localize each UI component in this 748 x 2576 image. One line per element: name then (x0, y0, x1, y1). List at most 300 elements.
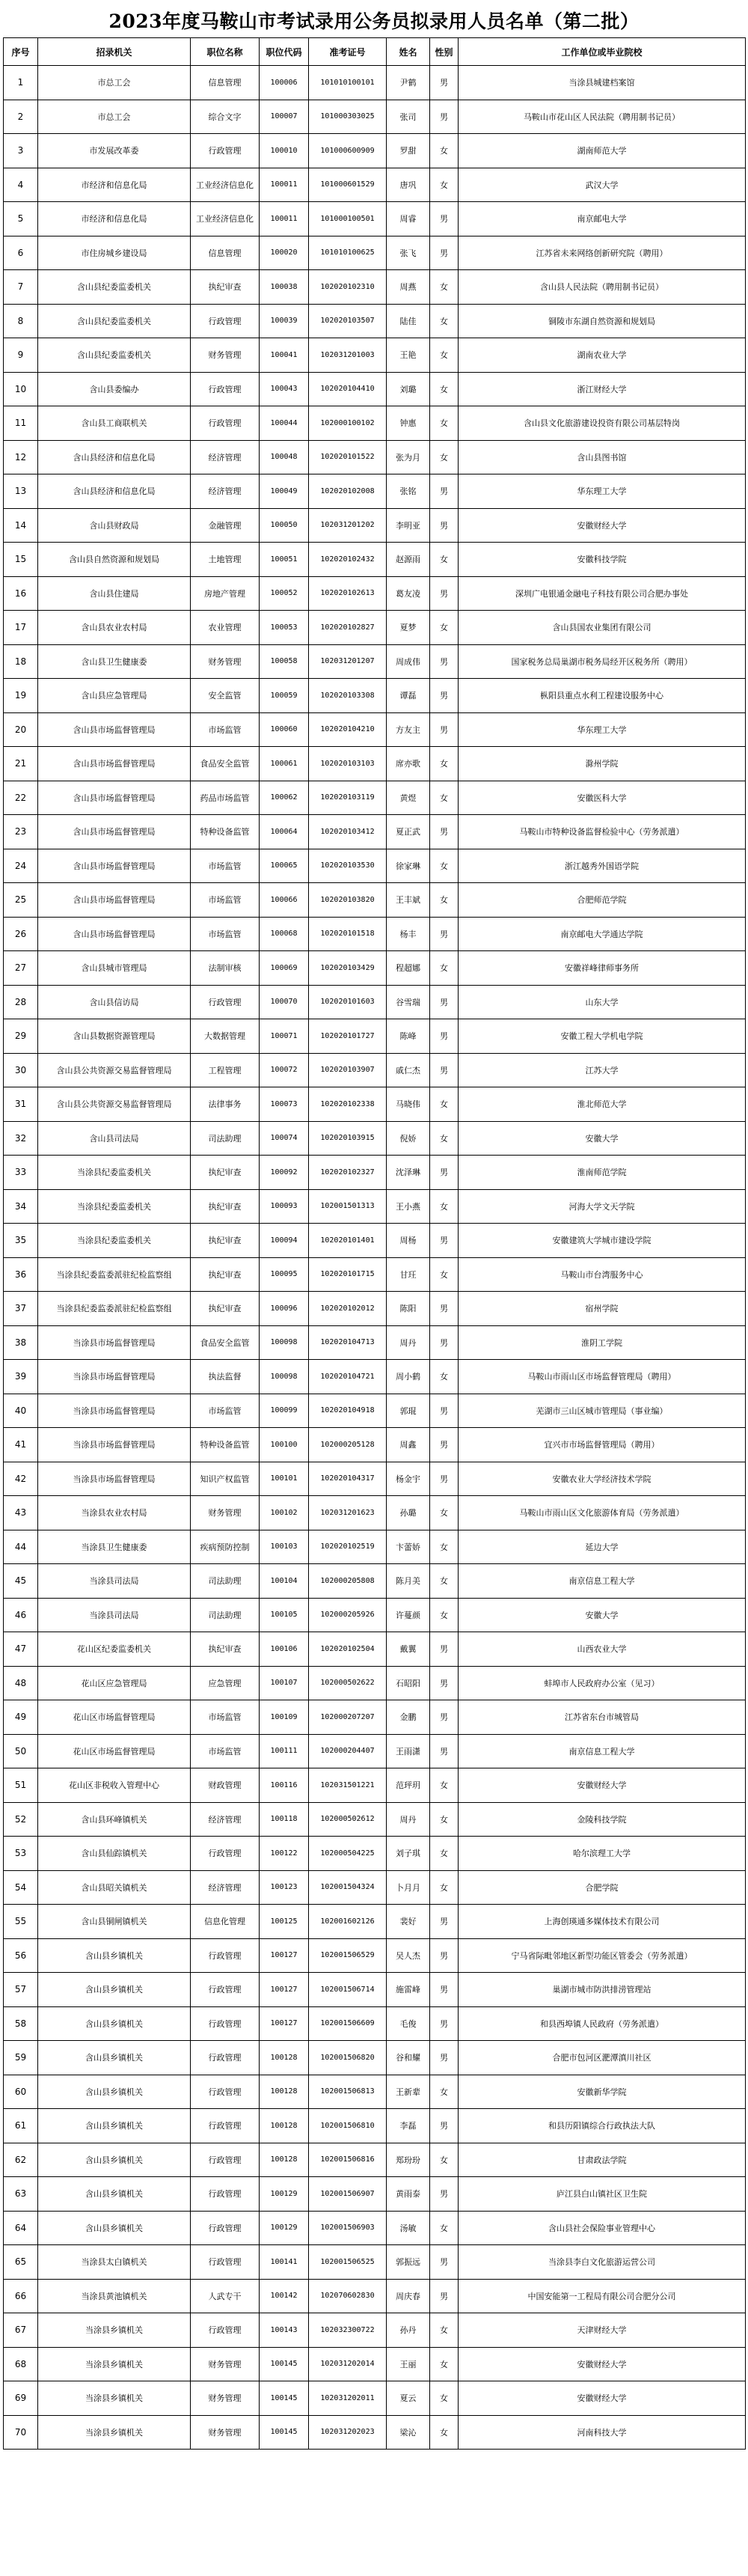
cell-sex: 女 (430, 951, 459, 986)
cell-no: 53 (4, 1837, 38, 1871)
cell-sex: 女 (430, 1837, 459, 1871)
table-row (4, 2211, 746, 2245)
cell-school: 枞阳县重点水利工程建设服务中心 (459, 679, 746, 713)
cell-name: 王小燕 (387, 1189, 430, 1224)
cell-ticket: 101000600909 (309, 134, 387, 168)
cell-name: 吴人杰 (387, 1938, 430, 1973)
cell-school: 芜湖市三山区城市管理局（事业编） (459, 1394, 746, 1428)
table-row (4, 100, 746, 134)
cell-no: 67 (4, 2313, 38, 2348)
cell-code: 100127 (260, 1938, 309, 1973)
cell-position: 信息化管理 (191, 1905, 260, 1939)
cell-school: 山西农业大学 (459, 1632, 746, 1667)
cell-code: 100141 (260, 2245, 309, 2280)
cell-no: 52 (4, 1802, 38, 1837)
cell-org: 含山县纪委监委机关 (38, 338, 191, 373)
cell-school: 浙江财经大学 (459, 372, 746, 406)
cell-code: 100011 (260, 168, 309, 202)
cell-ticket: 102001506820 (309, 2041, 387, 2075)
cell-name: 梁沁 (387, 2415, 430, 2450)
cell-name: 夏梦 (387, 611, 430, 645)
cell-position: 工业经济信息化 (191, 202, 260, 236)
cell-sex: 女 (430, 2347, 459, 2381)
cell-code: 100129 (260, 2177, 309, 2212)
table-row (4, 1564, 746, 1599)
cell-name: 张铭 (387, 474, 430, 509)
cell-school: 南京邮电大学通达学院 (459, 917, 746, 951)
cell-school: 马鞍山市雨山区文化旅游体育局（劳务派遣） (459, 1496, 746, 1530)
cell-no: 65 (4, 2245, 38, 2280)
cell-name: 戚仁杰 (387, 1053, 430, 1087)
cell-position: 财务管理 (191, 1496, 260, 1530)
header-position: 职位名称 (191, 38, 260, 66)
cell-position: 行政管理 (191, 1837, 260, 1871)
cell-org: 含山县纪委监委机关 (38, 270, 191, 305)
cell-name: 夏正武 (387, 815, 430, 849)
table-row (4, 474, 746, 509)
cell-name: 陈阳 (387, 1292, 430, 1326)
table-header-row (4, 38, 746, 66)
cell-org: 含山县应急管理局 (38, 679, 191, 713)
cell-org: 市总工会 (38, 100, 191, 134)
cell-school: 安徽大学 (459, 1121, 746, 1156)
cell-school: 马鞍山市台湾服务中心 (459, 1257, 746, 1292)
cell-school: 金陵科技学院 (459, 1802, 746, 1837)
cell-name: 李明亚 (387, 508, 430, 543)
cell-position: 司法助理 (191, 1598, 260, 1632)
cell-org: 当涂县市场监督管理局 (38, 1394, 191, 1428)
cell-org: 花山区非税收入管理中心 (38, 1768, 191, 1803)
table-row (4, 1325, 746, 1360)
table-row (4, 1292, 746, 1326)
table-row (4, 781, 746, 815)
table-row (4, 1666, 746, 1700)
cell-name: 周杨 (387, 1224, 430, 1258)
cell-ticket: 102000502612 (309, 1802, 387, 1837)
cell-org: 当涂县纪委监委机关 (38, 1156, 191, 1190)
cell-name: 周丹 (387, 1325, 430, 1360)
cell-school: 安徽新华学院 (459, 2075, 746, 2109)
header-no: 序号 (4, 38, 38, 66)
cell-school: 铜陵市东湖自然资源和规划局 (459, 304, 746, 338)
cell-code: 100104 (260, 1564, 309, 1599)
cell-school: 江苏大学 (459, 1053, 746, 1087)
cell-school: 和县历阳镇综合行政执法大队 (459, 2109, 746, 2143)
cell-sex: 女 (430, 406, 459, 441)
cell-name: 裴好 (387, 1905, 430, 1939)
cell-name: 李磊 (387, 2109, 430, 2143)
cell-code: 100065 (260, 849, 309, 883)
cell-no: 43 (4, 1496, 38, 1530)
cell-org: 含山县乡镇机关 (38, 2041, 191, 2075)
cell-no: 10 (4, 372, 38, 406)
cell-org: 含山县乡镇机关 (38, 1938, 191, 1973)
cell-no: 11 (4, 406, 38, 441)
cell-code: 100094 (260, 1224, 309, 1258)
page-title: 2023年度马鞍山市考试录用公务员拟录用人员名单（第二批） (108, 10, 640, 32)
cell-no: 6 (4, 236, 38, 270)
cell-code: 100038 (260, 270, 309, 305)
cell-name: 卞蕾娇 (387, 1530, 430, 1564)
cell-no: 41 (4, 1428, 38, 1462)
cell-ticket: 102020103429 (309, 951, 387, 986)
cell-school: 华东理工大学 (459, 712, 746, 747)
cell-sex: 男 (430, 1156, 459, 1190)
cell-school: 湖南农业大学 (459, 338, 746, 373)
cell-ticket: 102001506525 (309, 2245, 387, 2280)
cell-code: 100128 (260, 2109, 309, 2143)
cell-school: 蚌埠市人民政府办公室（见习） (459, 1666, 746, 1700)
cell-position: 知识产权监管 (191, 1462, 260, 1496)
cell-name: 周成伟 (387, 644, 430, 679)
cell-code: 100123 (260, 1870, 309, 1905)
cell-code: 100145 (260, 2381, 309, 2416)
cell-name: 孙丹 (387, 2313, 430, 2348)
cell-ticket: 102020103907 (309, 1053, 387, 1087)
cell-position: 经济管理 (191, 474, 260, 509)
cell-school: 和县西埠镇人民政府（劳务派遣） (459, 2006, 746, 2041)
cell-org: 当涂县纪委监委派驻纪检监察组 (38, 1292, 191, 1326)
cell-ticket: 102001501313 (309, 1189, 387, 1224)
cell-sex: 男 (430, 202, 459, 236)
cell-name: 刘子琪 (387, 1837, 430, 1871)
cell-sex: 女 (430, 168, 459, 202)
cell-ticket: 102020103915 (309, 1121, 387, 1156)
cell-school: 淮南师范学院 (459, 1156, 746, 1190)
cell-code: 100116 (260, 1768, 309, 1803)
cell-sex: 女 (430, 1087, 459, 1122)
table-row (4, 644, 746, 679)
cell-sex: 女 (430, 270, 459, 305)
cell-position: 市场监管 (191, 1734, 260, 1768)
cell-sex: 男 (430, 1428, 459, 1462)
table-row (4, 2075, 746, 2109)
cell-org: 含山县乡镇机关 (38, 2075, 191, 2109)
cell-name: 周鑫 (387, 1428, 430, 1462)
cell-name: 赵源雨 (387, 543, 430, 577)
cell-ticket: 102020103820 (309, 883, 387, 918)
cell-sex: 女 (430, 1768, 459, 1803)
table-row (4, 1053, 746, 1087)
cell-school: 武汉大学 (459, 168, 746, 202)
table-row (4, 202, 746, 236)
cell-sex: 女 (430, 1802, 459, 1837)
cell-ticket: 102000204407 (309, 1734, 387, 1768)
cell-ticket: 102000502622 (309, 1666, 387, 1700)
cell-org: 当涂县卫生健康委 (38, 1530, 191, 1564)
cell-school: 含山县文化旅游建设投资有限公司基层特岗 (459, 406, 746, 441)
cell-position: 财务管理 (191, 644, 260, 679)
cell-school: 马鞍山市花山区人民法院（聘用制书记员） (459, 100, 746, 134)
cell-org: 含山县乡镇机关 (38, 2177, 191, 2212)
cell-sex: 男 (430, 1224, 459, 1258)
cell-org: 含山县工商联机关 (38, 406, 191, 441)
cell-school: 国家税务总局巢湖市税务局经开区税务所（聘用） (459, 644, 746, 679)
table-row (4, 1938, 746, 1973)
cell-ticket: 101000601529 (309, 168, 387, 202)
cell-school: 南京邮电大学 (459, 202, 746, 236)
cell-ticket: 102020102327 (309, 1156, 387, 1190)
cell-org: 含山县乡镇机关 (38, 2211, 191, 2245)
cell-sex: 男 (430, 1019, 459, 1054)
table-row (4, 2313, 746, 2348)
cell-ticket: 102020101715 (309, 1257, 387, 1292)
cell-org: 花山区应急管理局 (38, 1666, 191, 1700)
cell-name: 张飞 (387, 236, 430, 270)
table-row (4, 2041, 746, 2075)
cell-position: 行政管理 (191, 2041, 260, 2075)
cell-sex: 女 (430, 338, 459, 373)
cell-ticket: 102001506813 (309, 2075, 387, 2109)
cell-position: 食品安全监管 (191, 747, 260, 781)
cell-name: 尹鹤 (387, 66, 430, 100)
cell-sex: 男 (430, 1292, 459, 1326)
cell-no: 22 (4, 781, 38, 815)
cell-position: 市场监管 (191, 849, 260, 883)
cell-school: 延边大学 (459, 1530, 746, 1564)
cell-sex: 女 (430, 543, 459, 577)
cell-name: 周燕 (387, 270, 430, 305)
cell-sex: 男 (430, 576, 459, 611)
cell-sex: 男 (430, 236, 459, 270)
cell-sex: 男 (430, 2177, 459, 2212)
cell-position: 行政管理 (191, 372, 260, 406)
cell-no: 46 (4, 1598, 38, 1632)
cell-no: 50 (4, 1734, 38, 1768)
cell-ticket: 102001506907 (309, 2177, 387, 2212)
cell-org: 含山县纪委监委机关 (38, 304, 191, 338)
cell-org: 含山县市场监督管理局 (38, 781, 191, 815)
cell-ticket: 102020103103 (309, 747, 387, 781)
cell-name: 甘玨 (387, 1257, 430, 1292)
cell-code: 100010 (260, 134, 309, 168)
cell-code: 100122 (260, 1837, 309, 1871)
cell-name: 杨金宇 (387, 1462, 430, 1496)
cell-org: 当涂县市场监督管理局 (38, 1428, 191, 1462)
cell-ticket: 102000205926 (309, 1598, 387, 1632)
cell-code: 100109 (260, 1700, 309, 1735)
cell-position: 应急管理 (191, 1666, 260, 1700)
cell-sex: 男 (430, 1666, 459, 1700)
cell-ticket: 102020101522 (309, 440, 387, 474)
cell-code: 100145 (260, 2347, 309, 2381)
cell-code: 100064 (260, 815, 309, 849)
cell-code: 100128 (260, 2075, 309, 2109)
cell-school: 江苏省东台市城管局 (459, 1700, 746, 1735)
cell-sex: 男 (430, 2109, 459, 2143)
cell-ticket: 102001506810 (309, 2109, 387, 2143)
cell-ticket: 102020101401 (309, 1224, 387, 1258)
cell-code: 100127 (260, 1973, 309, 2007)
cell-code: 100128 (260, 2041, 309, 2075)
cell-sex: 男 (430, 100, 459, 134)
cell-school: 中国安能第一工程局有限公司合肥分公司 (459, 2279, 746, 2313)
table-row (4, 372, 746, 406)
cell-position: 执纪审查 (191, 1632, 260, 1667)
cell-school: 安徽大学 (459, 1598, 746, 1632)
cell-org: 含山县市场监督管理局 (38, 712, 191, 747)
cell-org: 含山县市场监督管理局 (38, 917, 191, 951)
cell-org: 当涂县太白镇机关 (38, 2245, 191, 2280)
cell-ticket: 102031501221 (309, 1768, 387, 1803)
cell-name: 金鹏 (387, 1700, 430, 1735)
cell-position: 执纪审查 (191, 270, 260, 305)
cell-name: 施雷峰 (387, 1973, 430, 2007)
cell-school: 宁马省际毗邻地区新型功能区管委会（劳务派遣） (459, 1938, 746, 1973)
cell-code: 100095 (260, 1257, 309, 1292)
cell-position: 食品安全监管 (191, 1325, 260, 1360)
cell-school: 江苏省未来网络创新研究院（聘用） (459, 236, 746, 270)
cell-name: 程超娜 (387, 951, 430, 986)
cell-name: 郑玢玢 (387, 2143, 430, 2177)
cell-org: 含山县住建局 (38, 576, 191, 611)
cell-school: 浙江越秀外国语学院 (459, 849, 746, 883)
cell-sex: 女 (430, 747, 459, 781)
cell-no: 25 (4, 883, 38, 918)
cell-no: 62 (4, 2143, 38, 2177)
cell-school: 深圳广电银通金融电子科技有限公司合肥办事处 (459, 576, 746, 611)
cell-position: 经济管理 (191, 1870, 260, 1905)
cell-name: 黄煜 (387, 781, 430, 815)
cell-no: 40 (4, 1394, 38, 1428)
cell-school: 安徽祥峰律师事务所 (459, 951, 746, 986)
cell-ticket: 102020102613 (309, 576, 387, 611)
cell-sex: 男 (430, 2279, 459, 2313)
cell-school: 安徽财经大学 (459, 2381, 746, 2416)
cell-org: 当涂县市场监督管理局 (38, 1462, 191, 1496)
cell-position: 经济管理 (191, 1802, 260, 1837)
cell-org: 含山县信访局 (38, 985, 191, 1019)
table-row (4, 1462, 746, 1496)
table-row (4, 2347, 746, 2381)
table-row (4, 1870, 746, 1905)
cell-sex: 男 (430, 1938, 459, 1973)
cell-school: 含山县人民法院（聘用制书记员） (459, 270, 746, 305)
cell-sex: 女 (430, 2211, 459, 2245)
cell-code: 100101 (260, 1462, 309, 1496)
cell-name: 徐家琳 (387, 849, 430, 883)
cell-position: 土地管理 (191, 543, 260, 577)
cell-org: 含山县市场监督管理局 (38, 849, 191, 883)
cell-code: 100092 (260, 1156, 309, 1190)
table-row (4, 1802, 746, 1837)
cell-no: 54 (4, 1870, 38, 1905)
cell-school: 淮北师范大学 (459, 1087, 746, 1122)
cell-sex: 女 (430, 2143, 459, 2177)
cell-org: 含山县乡镇机关 (38, 2143, 191, 2177)
cell-sex: 女 (430, 2415, 459, 2450)
cell-name: 席亦歌 (387, 747, 430, 781)
cell-name: 方友主 (387, 712, 430, 747)
cell-sex: 女 (430, 440, 459, 474)
cell-name: 谷雪瑞 (387, 985, 430, 1019)
table-row (4, 1632, 746, 1667)
cell-no: 69 (4, 2381, 38, 2416)
cell-no: 1 (4, 66, 38, 100)
cell-code: 100127 (260, 2006, 309, 2041)
table-row (4, 1360, 746, 1394)
cell-position: 财务管理 (191, 2381, 260, 2416)
cell-name: 张为月 (387, 440, 430, 474)
cell-position: 司法助理 (191, 1564, 260, 1599)
cell-sex: 男 (430, 2245, 459, 2280)
cell-name: 王艳 (387, 338, 430, 373)
cell-sex: 男 (430, 985, 459, 1019)
cell-sex: 女 (430, 611, 459, 645)
cell-school: 含山县社会保险事业管理中心 (459, 2211, 746, 2245)
cell-position: 行政管理 (191, 2006, 260, 2041)
cell-org: 当涂县市场监督管理局 (38, 1325, 191, 1360)
cell-sex: 女 (430, 2075, 459, 2109)
cell-position: 财务管理 (191, 2347, 260, 2381)
table-row (4, 338, 746, 373)
cell-position: 执纪审查 (191, 1292, 260, 1326)
table-row (4, 508, 746, 543)
cell-code: 100068 (260, 917, 309, 951)
table-row (4, 1394, 746, 1428)
header-code: 职位代码 (260, 38, 309, 66)
cell-sex: 女 (430, 781, 459, 815)
cell-name: 汤敏 (387, 2211, 430, 2245)
cell-org: 当涂县市场监督管理局 (38, 1360, 191, 1394)
cell-position: 行政管理 (191, 134, 260, 168)
cell-org: 含山县经济和信息化局 (38, 440, 191, 474)
cell-no: 20 (4, 712, 38, 747)
cell-code: 100069 (260, 951, 309, 986)
cell-code: 100111 (260, 1734, 309, 1768)
cell-school: 安徽财经大学 (459, 508, 746, 543)
cell-school: 淮阴工学院 (459, 1325, 746, 1360)
table-row (4, 1496, 746, 1530)
cell-code: 100125 (260, 1905, 309, 1939)
cell-code: 100098 (260, 1325, 309, 1360)
cell-position: 行政管理 (191, 2109, 260, 2143)
cell-org: 含山县城市管理局 (38, 951, 191, 986)
cell-no: 2 (4, 100, 38, 134)
cell-name: 陈峰 (387, 1019, 430, 1054)
table-row (4, 849, 746, 883)
cell-org: 当涂县乡镇机关 (38, 2313, 191, 2348)
cell-org: 当涂县纪委监委机关 (38, 1189, 191, 1224)
cell-ticket: 102020102519 (309, 1530, 387, 1564)
cell-school: 上海创瑛通多媒体技术有限公司 (459, 1905, 746, 1939)
cell-sex: 男 (430, 1462, 459, 1496)
cell-no: 13 (4, 474, 38, 509)
cell-ticket: 102001602126 (309, 1905, 387, 1939)
cell-org: 当涂县乡镇机关 (38, 2347, 191, 2381)
cell-name: 王新辈 (387, 2075, 430, 2109)
cell-name: 戴翼 (387, 1632, 430, 1667)
cell-sex: 男 (430, 815, 459, 849)
cell-position: 市场监管 (191, 1700, 260, 1735)
cell-code: 100070 (260, 985, 309, 1019)
header-org: 招录机关 (38, 38, 191, 66)
cell-code: 100096 (260, 1292, 309, 1326)
cell-ticket: 102000205808 (309, 1564, 387, 1599)
table-row (4, 2415, 746, 2450)
cell-sex: 男 (430, 917, 459, 951)
cell-org: 含山县公共资源交易监督管理局 (38, 1053, 191, 1087)
table-row (4, 951, 746, 986)
header-name: 姓名 (387, 38, 430, 66)
cell-position: 行政管理 (191, 985, 260, 1019)
cell-no: 3 (4, 134, 38, 168)
cell-name: 倪娇 (387, 1121, 430, 1156)
cell-code: 100098 (260, 1360, 309, 1394)
cell-sex: 男 (430, 1632, 459, 1667)
cell-name: 唐巩 (387, 168, 430, 202)
cell-sex: 男 (430, 1394, 459, 1428)
